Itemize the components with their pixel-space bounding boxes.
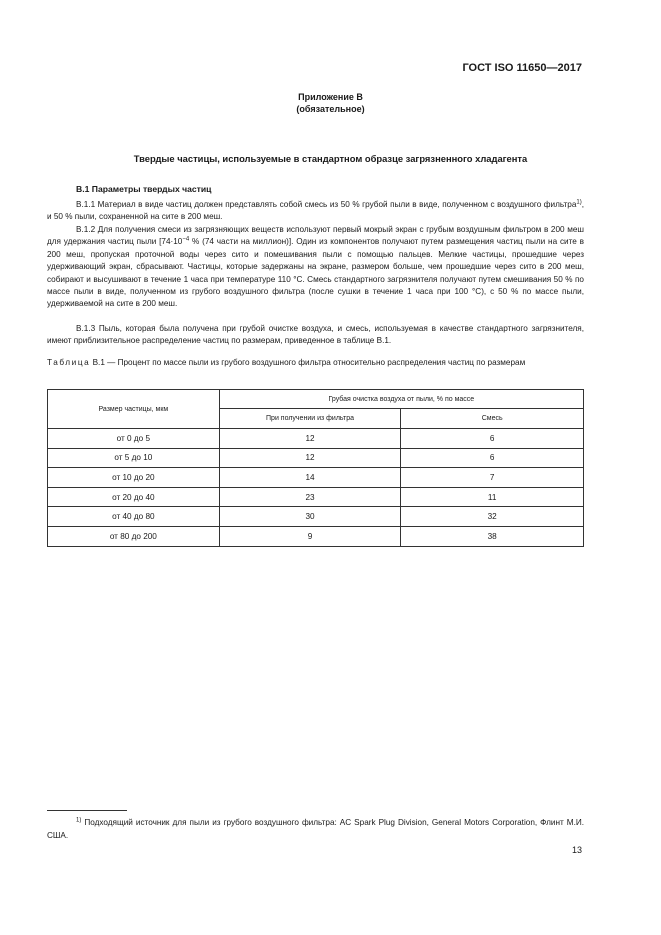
table-row (48, 468, 584, 488)
annex-status: (обязательное) (296, 104, 365, 114)
table-row (48, 487, 584, 507)
cell-mix: 6 (401, 429, 584, 449)
cell-filter: 30 (219, 507, 401, 527)
section-heading: В.1 Параметры твердых частиц (76, 184, 212, 194)
particle-distribution-table (47, 389, 584, 547)
table-row (48, 429, 584, 449)
cell-mix: 32 (401, 507, 584, 527)
footnote-divider (47, 810, 127, 811)
paragraph-b11-text-a: В.1.1 Материал в виде частиц должен представлять собой смесь из 50 % грубой пыли в виде, полученном с воздушного фильтра (76, 200, 577, 209)
cell-filter: 23 (219, 487, 401, 507)
footnote (47, 817, 584, 842)
cell-size: от 10 до 20 (48, 468, 220, 488)
footnote-mark: 1) (76, 817, 82, 824)
paragraph-b12 (47, 224, 584, 311)
table-caption-label: Таблица (47, 358, 91, 367)
cell-filter: 12 (219, 448, 401, 468)
page-number: 13 (571, 845, 582, 855)
annex-title: Приложение В (298, 92, 363, 102)
header-mix: Смесь (401, 409, 584, 429)
table-row (48, 507, 584, 527)
paragraph-b13-text: В.1.3 Пыль, которая была получена при грубой очистке воздуха, и смесь, используемая в качестве стандартного загрязнителя, имеют приблизительное распределение частиц по размерам, приведенное в таблице В.1. (47, 324, 584, 346)
cell-size: от 80 до 200 (48, 526, 220, 546)
cell-filter: 14 (219, 468, 401, 488)
cell-filter: 12 (219, 429, 401, 449)
paragraph-b13 (47, 323, 584, 348)
paragraph-b12-text-b: % (74 части на миллион)]. Один из компонентов получают путем размещения частиц пыли на сите в 200 меш, пропуская проточной воды через сито и помешивания пыли с помощью пальцев. Мелкие частицы, прошедшие через удерживающий экран, сбрасывают. Частицы, которые задержаны на экране, размером больше, чем прошедшие через сито в 200 меш, собирают и высушивают в течение 1 часа при температуре 110 °С. Смесь стандартного загрязнителя получают путем смешивания 50 % по массе пыли в виде, полученном из грубого воздушного фильтра (после сушки в течение 1 часа при 100 °С), с 50 % по массе пыли, удерживаемой на сите в 200 меш. (47, 237, 584, 309)
cell-size: от 0 до 5 (48, 429, 220, 449)
table-caption-text: В.1 — Процент по массе пыли из грубого воздушного фильтра относительно распределения частиц по размерам (90, 358, 526, 367)
footnote-ref: 1) (576, 199, 582, 206)
table-row (48, 448, 584, 468)
exponent: −4 (182, 236, 190, 243)
paragraph-b12-text-a: В.1.2 Для получения смеси из загрязняющих веществ используют первый мокрый экран с грубым воздушным фильтром в 200 меш для удержания частиц пыли [74·10 (47, 225, 584, 247)
cell-size: от 40 до 80 (48, 507, 220, 527)
standard-designation: ГОСТ ISO 11650—2017 (462, 62, 582, 74)
cell-mix: 7 (401, 468, 584, 488)
cell-mix: 6 (401, 448, 584, 468)
footnote-text: Подходящий источник для пыли из грубого воздушного фильтра: AC Spark Plug Division, General Motors Corporation, Флинт М.И. США. (47, 818, 584, 840)
cell-filter: 9 (219, 526, 401, 546)
paragraph-b11 (47, 199, 584, 224)
annex-main-title: Твердые частицы, используемые в стандартном образце загрязненного хладагента (133, 153, 528, 164)
cell-size: от 5 до 10 (48, 448, 220, 468)
table-row (48, 526, 584, 546)
header-filter: При получении из фильтра (219, 409, 401, 429)
paragraph-b11-text-b: , и 50 % пыли, сохраненной на сите в 200 меш. (47, 200, 584, 222)
cell-mix: 38 (401, 526, 584, 546)
header-group: Грубая очистка воздуха от пыли, % по массе (219, 390, 583, 409)
cell-size: от 20 до 40 (48, 487, 220, 507)
header-size: Размер частицы, мкм (48, 390, 220, 429)
table-caption (47, 357, 584, 369)
cell-mix: 11 (401, 487, 584, 507)
